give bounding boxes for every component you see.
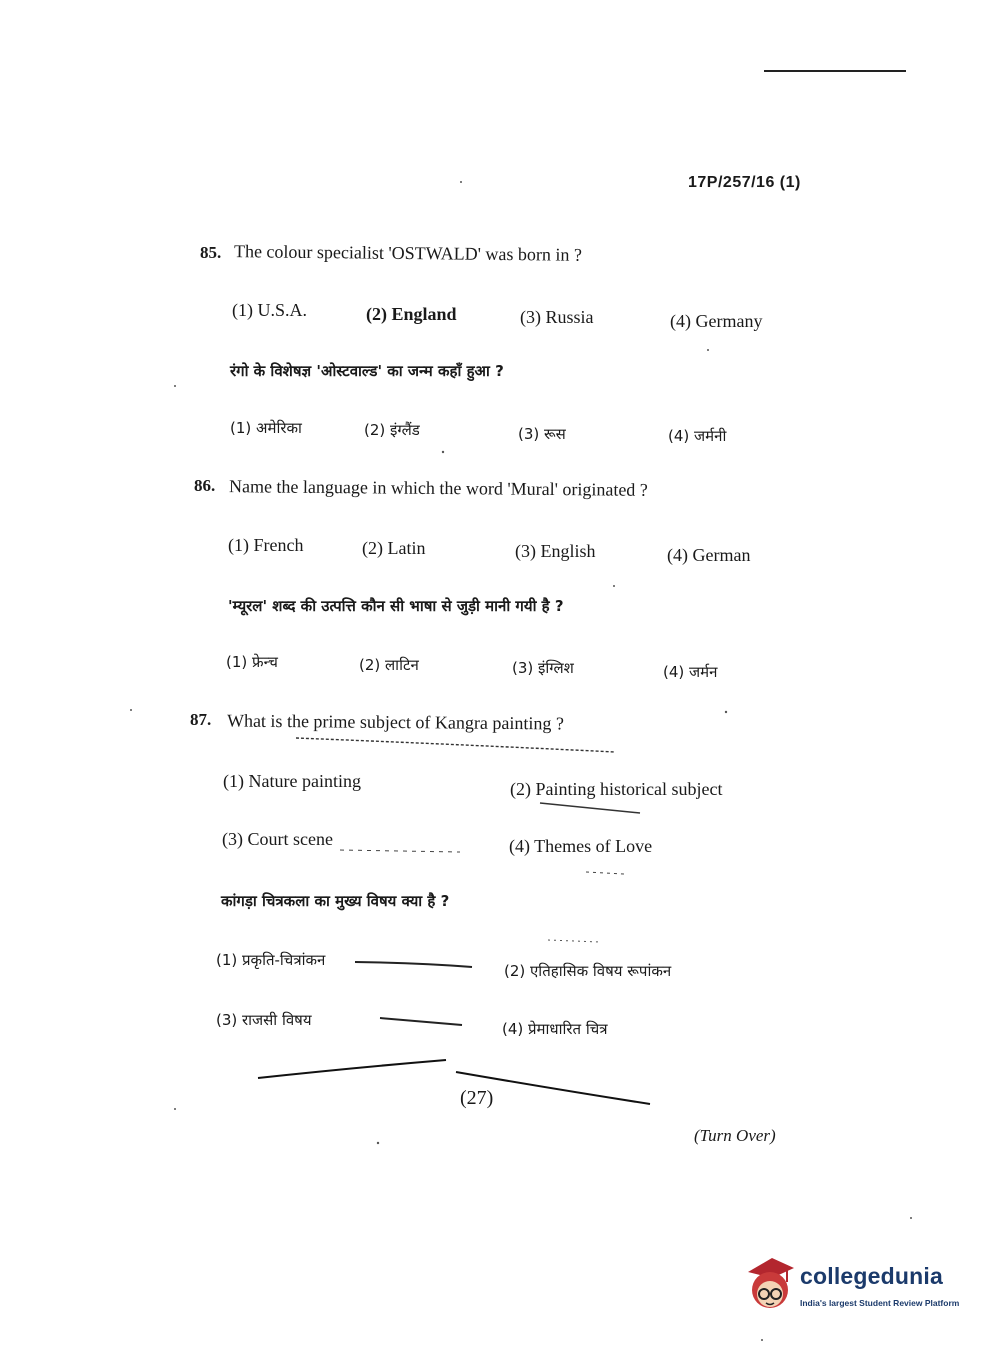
speck: [460, 181, 462, 183]
speck: [130, 709, 132, 711]
option-hi-4: (4) जर्मनी: [668, 427, 727, 445]
speck: [377, 1142, 379, 1144]
option-en-3: (3) English: [515, 541, 596, 561]
question-text-hi: 'म्यूरल' शब्द की उत्पत्ति कौन सी भाषा से जुड़ी मानी गयी है ?: [228, 597, 564, 615]
option-en-1: (1) U.S.A.: [232, 300, 307, 320]
turn-over-note: (Turn Over): [694, 1126, 776, 1145]
dash-hi2: [548, 940, 600, 942]
dash-love: [586, 872, 624, 874]
question-number: 87.: [190, 710, 212, 729]
option-en-3: (3) Court scene: [222, 829, 333, 849]
logo-wordmark: collegedunia: [800, 1263, 943, 1289]
option-hi-4: (4) जर्मन: [663, 663, 718, 681]
footer-line-left: [258, 1060, 446, 1078]
underline-q87: [296, 738, 615, 752]
question-text-en: What is the prime subject of Kangra painting ?: [226, 710, 564, 734]
dash-court: [340, 850, 460, 852]
option-en-4: (4) German: [667, 545, 751, 565]
option-hi-1: (1) प्रकृति-चित्रांकन: [216, 951, 326, 969]
option-en-4: (4) Germany: [670, 311, 763, 331]
option-hi-2: (2) इंग्लैंड: [364, 421, 420, 439]
question-text-en: The colour specialist 'OSTWALD' was born in ?: [233, 241, 583, 265]
option-en-2: (2) Latin: [362, 538, 426, 558]
pen-stroke-2: [380, 1018, 462, 1025]
pen-stroke-1: [355, 962, 472, 967]
speck: [725, 711, 727, 713]
underline-opt2: [540, 803, 640, 813]
option-en-1: (1) French: [228, 535, 304, 555]
speck: [707, 349, 709, 351]
speck: [174, 1108, 176, 1110]
option-hi-3: (3) राजसी विषय: [216, 1011, 312, 1029]
option-hi-1: (1) अमेरिका: [230, 419, 302, 437]
speck: [613, 585, 615, 587]
speck: [910, 1217, 912, 1219]
question-text-hi: कांगड़ा चित्रकला का मुख्य विषय क्या है ?: [221, 892, 450, 910]
question-number: 85.: [200, 243, 222, 262]
page-number: (27): [460, 1087, 494, 1109]
option-hi-2: (2) एतिहासिक विषय रूपांकन: [504, 962, 672, 980]
question-text-en: Name the language in which the word 'Mural' originated ?: [228, 476, 648, 500]
speck: [442, 451, 444, 453]
option-en-3: (3) Russia: [520, 307, 594, 327]
option-en-2: (2) Painting historical subject: [510, 779, 723, 799]
option-en-2: (2) England: [366, 304, 457, 324]
option-hi-4: (4) प्रेमाधारित चित्र: [502, 1020, 608, 1038]
option-hi-3: (3) इंग्लिश: [512, 659, 574, 677]
speck: [174, 385, 176, 387]
question-number: 86.: [194, 476, 216, 495]
option-hi-1: (1) फ्रेन्च: [226, 653, 278, 671]
option-en-4: (4) Themes of Love: [509, 836, 653, 856]
header-rule: [764, 70, 906, 72]
logo-tagline: India's largest Student Review Platform: [800, 1298, 960, 1308]
option-hi-2: (2) लाटिन: [359, 656, 419, 674]
option-hi-3: (3) रूस: [518, 425, 566, 443]
paper-code: 17P/257/16 (1): [688, 174, 801, 191]
question-text-hi: रंगो के विशेषज्ञ 'ओस्टवाल्ड' का जन्म कहाँ हुआ ?: [230, 362, 504, 380]
option-en-1: (1) Nature painting: [223, 771, 361, 791]
speck: [761, 1339, 763, 1341]
